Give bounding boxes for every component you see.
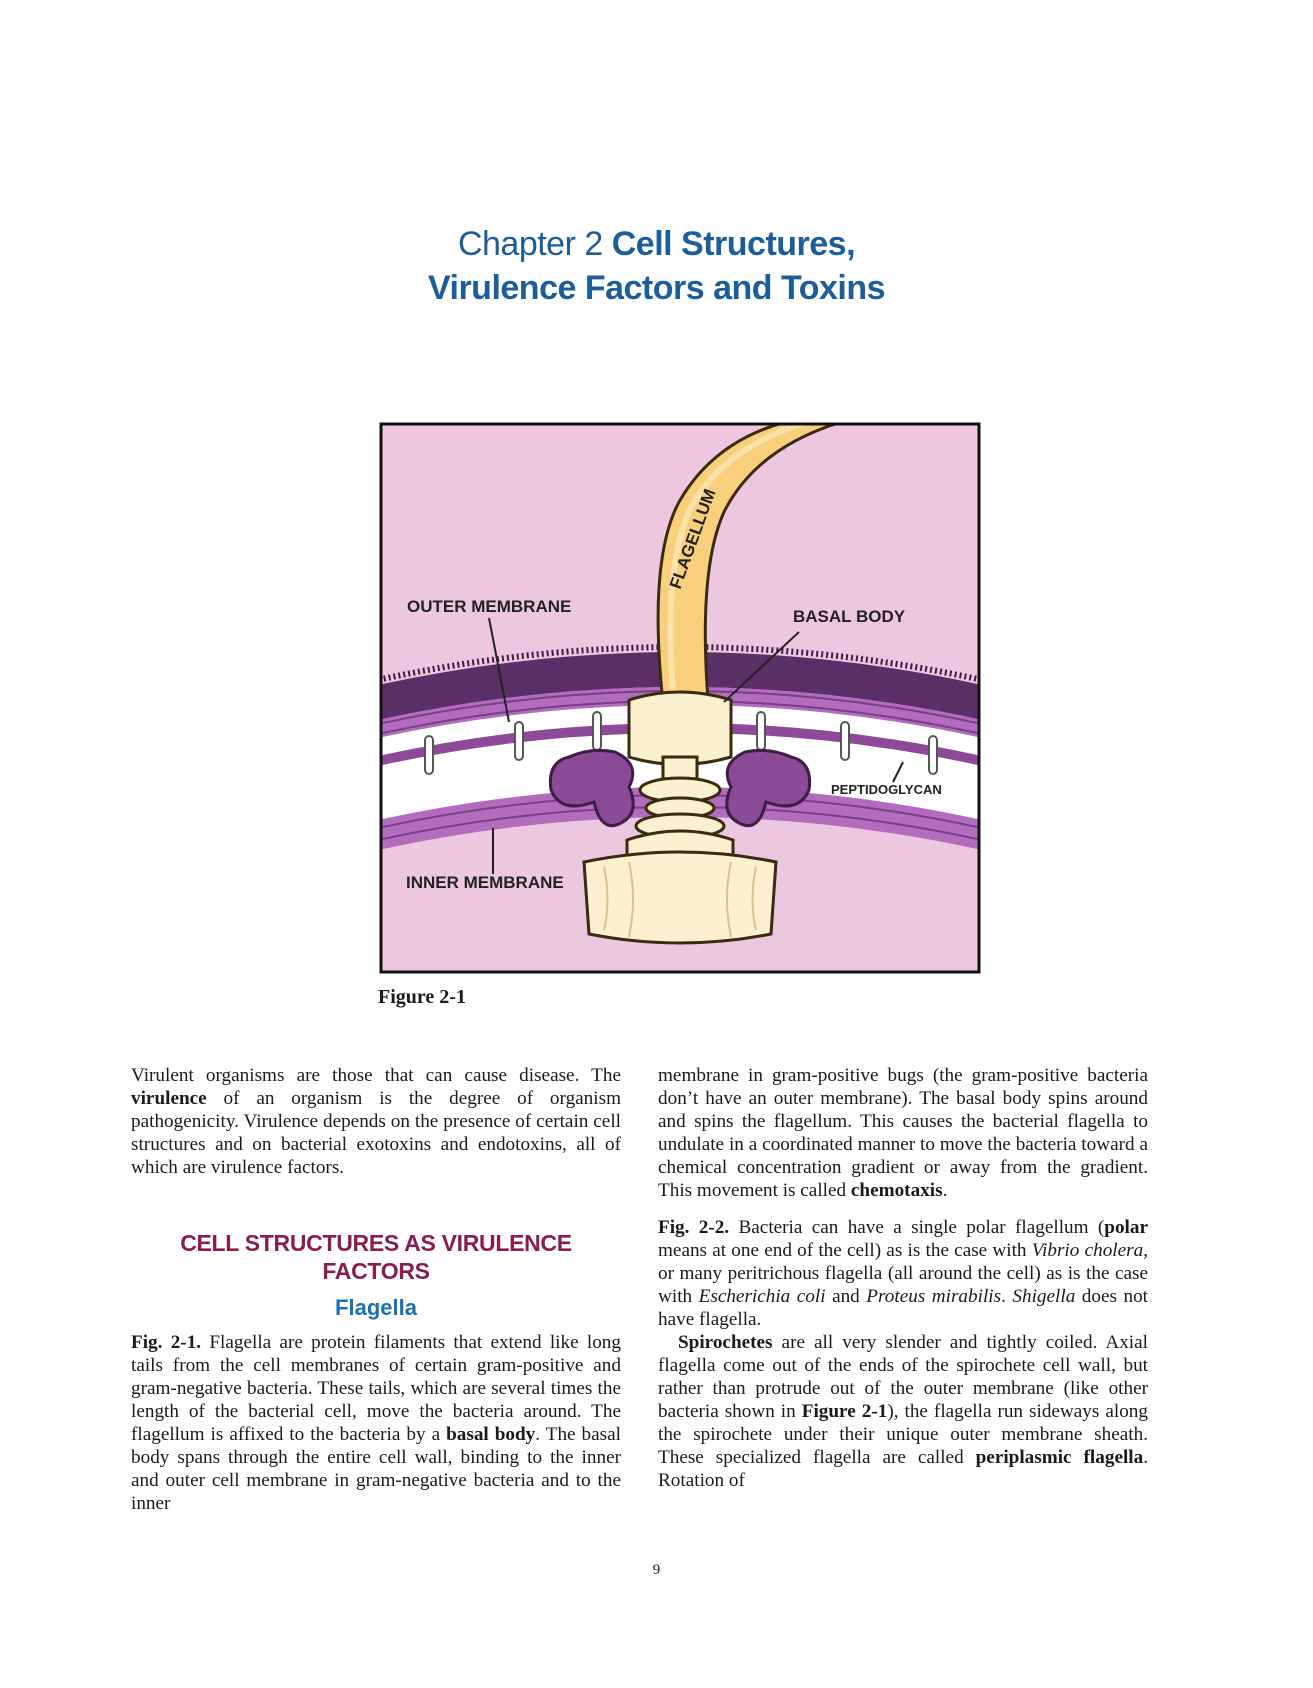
chapter-title-line1 bbox=[0, 222, 1313, 266]
figure-reference: Figure 2-1 bbox=[801, 1401, 888, 1422]
basal-body-label: BASAL BODY bbox=[793, 607, 906, 626]
species-ecoli: Escherichia coli bbox=[698, 1286, 826, 1307]
term-periplasmic-flagella: periplasmic flagella bbox=[975, 1447, 1144, 1468]
chapter-title-line2: Virulence Factors and Toxins bbox=[427, 269, 886, 307]
chapter-title bbox=[0, 222, 1313, 310]
inner-membrane-label: INNER MEMBRANE bbox=[406, 873, 564, 892]
fig-2-1-paragraph: Fig. 2-1. Flagella are protein filaments that extend like long tails from the cell membranes of certain gram-positive and gram-negative bacteria. These tails, which are several times the length of the bacterial cell, move the bacteria around. The flagellum is affixed to the bacteria by a basal body. The basal body spans through the entire cell wall, binding to the inner and outer cell membrane in gram-negative bacteria and to the inner bbox=[131, 1332, 621, 1514]
continuation-paragraph: membrane in gram-positive bugs (the gram-positive bacteria don’t have an outer membrane). The basal body spins around and spins the flagellum. This causes the bacterial flagella to undulate in a coordinated manner to move the bacteria toward a chemical concentration gradient or away from the gradient. This movement is called chemotaxis. bbox=[658, 1065, 1148, 1201]
species-proteus: Proteus mirabilis bbox=[866, 1286, 1002, 1307]
right-column bbox=[658, 1064, 1148, 1492]
flagellum-label: FLAGELLUM bbox=[665, 486, 720, 592]
section-heading: CELL STRUCTURES AS VIRULENCE FACTORS bbox=[180, 1230, 572, 1284]
intro-paragraph: Virulent organisms are those that can cause disease. The virulence of an organism is the degree of organism pathogenicity. Virulence depends on the presence of certain cell structures and on bacterial exotoxins and endotoxins, all of which are virulence factors. bbox=[131, 1065, 621, 1178]
chapter-title-part1: Cell Structures, bbox=[611, 225, 856, 263]
fig-ref-2-1: Fig. 2-1. bbox=[131, 1332, 202, 1353]
figure-caption: Figure 2-1 bbox=[378, 986, 466, 1008]
fig-ref-2-2: Fig. 2-2. bbox=[658, 1217, 730, 1238]
fig-2-2-paragraph: Fig. 2-2. Bacteria can have a single polar flagellum (polar means at one end of the cell) as is the case with Vibrio cholera, or many peritrichous flagella (all around the cell) as is the case with Escherichia coli and Proteus mirabilis. Shigella does not have flagella. bbox=[658, 1217, 1149, 1330]
outer-membrane-label: OUTER MEMBRANE bbox=[407, 597, 572, 616]
left-column bbox=[131, 1064, 621, 1515]
term-virulence: virulence bbox=[131, 1088, 207, 1109]
figure-2-1 bbox=[379, 422, 981, 974]
subheading-flagella: Flagella bbox=[335, 1295, 417, 1320]
peptidoglycan-label: PEPTIDOGLYCAN bbox=[831, 782, 942, 797]
species-vibrio: Vibrio cholera bbox=[1031, 1240, 1144, 1261]
term-polar: polar bbox=[1104, 1217, 1148, 1238]
basal-body-base bbox=[584, 852, 776, 943]
term-chemotaxis: chemotaxis bbox=[850, 1180, 943, 1201]
term-basal-body: basal body bbox=[446, 1424, 536, 1445]
flagellum-diagram bbox=[379, 422, 981, 974]
page-number: 9 bbox=[652, 1562, 661, 1578]
spirochetes-paragraph: Spirochetes are all very slender and tightly coiled. Axial flagella come out of the ends of the spirochete cell wall, but rather than protrude out of the outer membrane (like other bacteria shown in Figure 2-1), the flagella run sideways along the spirochete under their unique outer membrane sheath. These specialized flagella are called periplasmic flagella. Rotation of bbox=[658, 1332, 1149, 1491]
species-shigella: Shigella bbox=[1012, 1286, 1076, 1307]
basal-body-hook bbox=[629, 692, 731, 765]
chapter-number: Chapter 2 bbox=[457, 225, 603, 263]
term-spirochetes: Spirochetes bbox=[678, 1332, 773, 1353]
